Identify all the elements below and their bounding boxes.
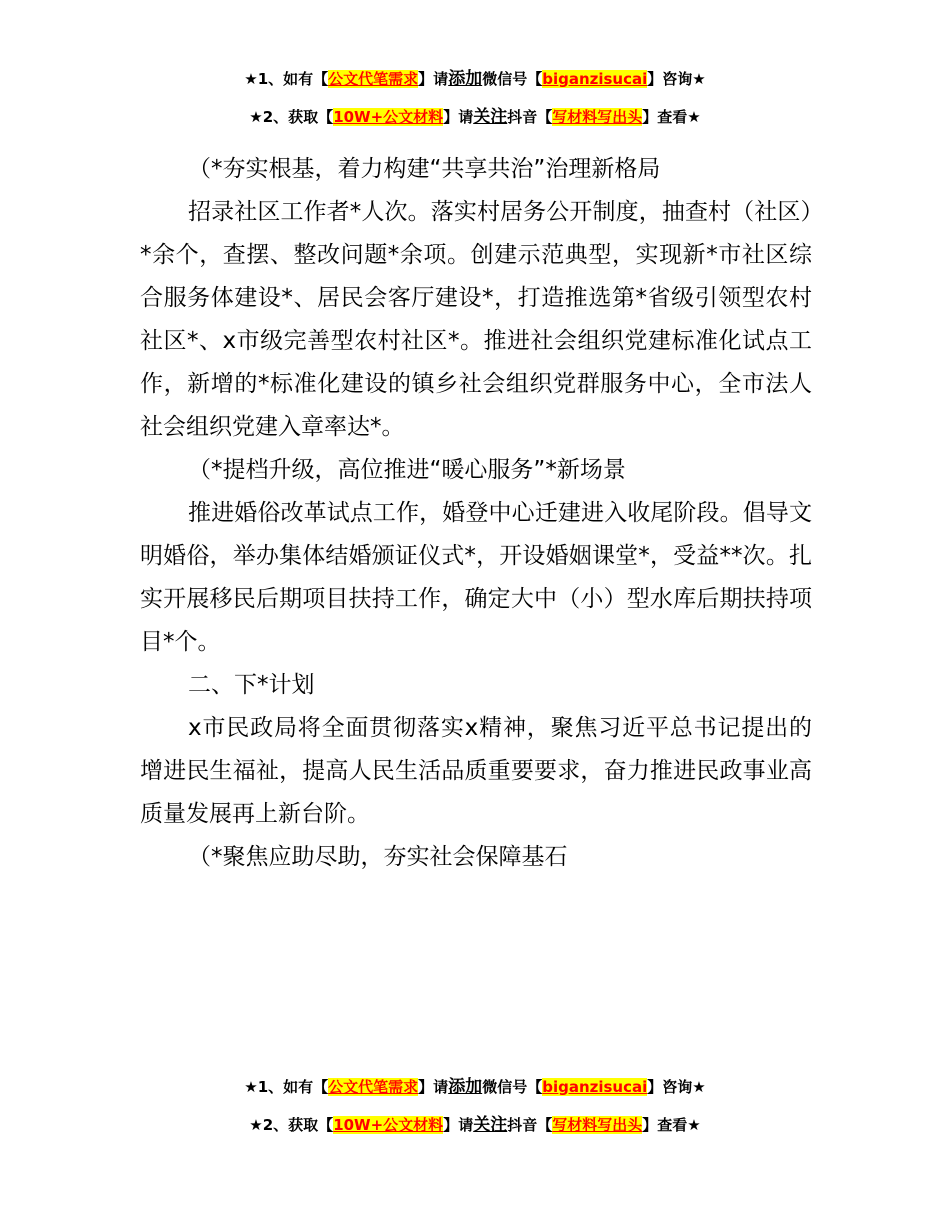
- header-banner-line-2: [0, 106, 950, 128]
- banner-highlight: 10W+公文材料: [333, 1116, 444, 1134]
- banner-text: 】查看★: [642, 1116, 701, 1134]
- banner-emphasis: 添加: [448, 1077, 483, 1097]
- banner-text: ★2、获取【: [249, 108, 334, 126]
- banner-text: ★1、如有【: [244, 70, 329, 88]
- section-heading: （*聚焦应助尽助，夯实社会保障基石: [188, 844, 568, 870]
- footer-banner-line-1: [0, 1076, 950, 1098]
- banner-text: 】查看★: [642, 108, 701, 126]
- body-paragraph: 推进婚俗改革试点工作，婚登中心迁建进入收尾阶段。倡导文明婚俗，举办集体结婚颁证仪式*，开设婚姻课堂*，受益**次。扎实开展移民后期项目扶持工作，确定大中（小）型水库后期扶持项目*个。: [140, 500, 812, 655]
- banner-text: 微信号【: [482, 1078, 543, 1096]
- banner-text: 】请: [418, 70, 449, 88]
- banner-highlight: 公文代笔需求: [328, 1078, 419, 1096]
- banner-emphasis: 添加: [448, 69, 483, 89]
- footer-banner-line-2: [0, 1114, 950, 1136]
- banner-douyin-id: 写材料写出头: [552, 108, 643, 126]
- banner-wechat-id: biganzisucai: [542, 1078, 648, 1096]
- header-banner-line-1: [0, 68, 950, 90]
- banner-text: 】请: [443, 1116, 474, 1134]
- banner-text: 抖音【: [507, 1116, 553, 1134]
- banner-wechat-id: biganzisucai: [542, 70, 648, 88]
- banner-text: ★2、获取【: [249, 1116, 334, 1134]
- banner-text: 】请: [418, 1078, 449, 1096]
- banner-text: 】咨询★: [647, 70, 706, 88]
- banner-emphasis: 关注: [473, 107, 508, 127]
- banner-highlight: 10W+公文材料: [333, 108, 444, 126]
- banner-text: 】咨询★: [647, 1078, 706, 1096]
- body-paragraph: 招录社区工作者*人次。落实村居务公开制度，抽查村（社区）*余个，查摆、整改问题*余项。创建示范典型，实现新*市社区综合服务体建设*、居民会客厅建设*，打造推选第*省级引领型农村社区*、x市级完善型农村社区*。推进社会组织党建标准化试点工作，新增的*标准化建设的镇乡社会组织党群服务中心，全市法人社会组织党建入章率达*。: [140, 199, 812, 440]
- section-heading: （*提档升级，高位推进“暖心服务”*新场景: [188, 457, 626, 483]
- banner-text: 】请: [443, 108, 474, 126]
- section-heading: 二、下*计划: [188, 672, 315, 698]
- section-heading: （*夯实根基，着力构建“共享共治”治理新格局: [188, 156, 661, 182]
- banner-emphasis: 关注: [473, 1115, 508, 1135]
- banner-text: ★1、如有【: [244, 1078, 329, 1096]
- banner-douyin-id: 写材料写出头: [552, 1116, 643, 1134]
- banner-text: 抖音【: [507, 108, 553, 126]
- document-body: [140, 148, 812, 879]
- banner-text: 微信号【: [482, 70, 543, 88]
- banner-highlight: 公文代笔需求: [328, 70, 419, 88]
- body-paragraph: x市民政局将全面贯彻落实x精神，聚焦习近平总书记提出的增进民生福祉，提高人民生活品质重要要求，奋力推进民政事业高质量发展再上新台阶。: [140, 715, 812, 827]
